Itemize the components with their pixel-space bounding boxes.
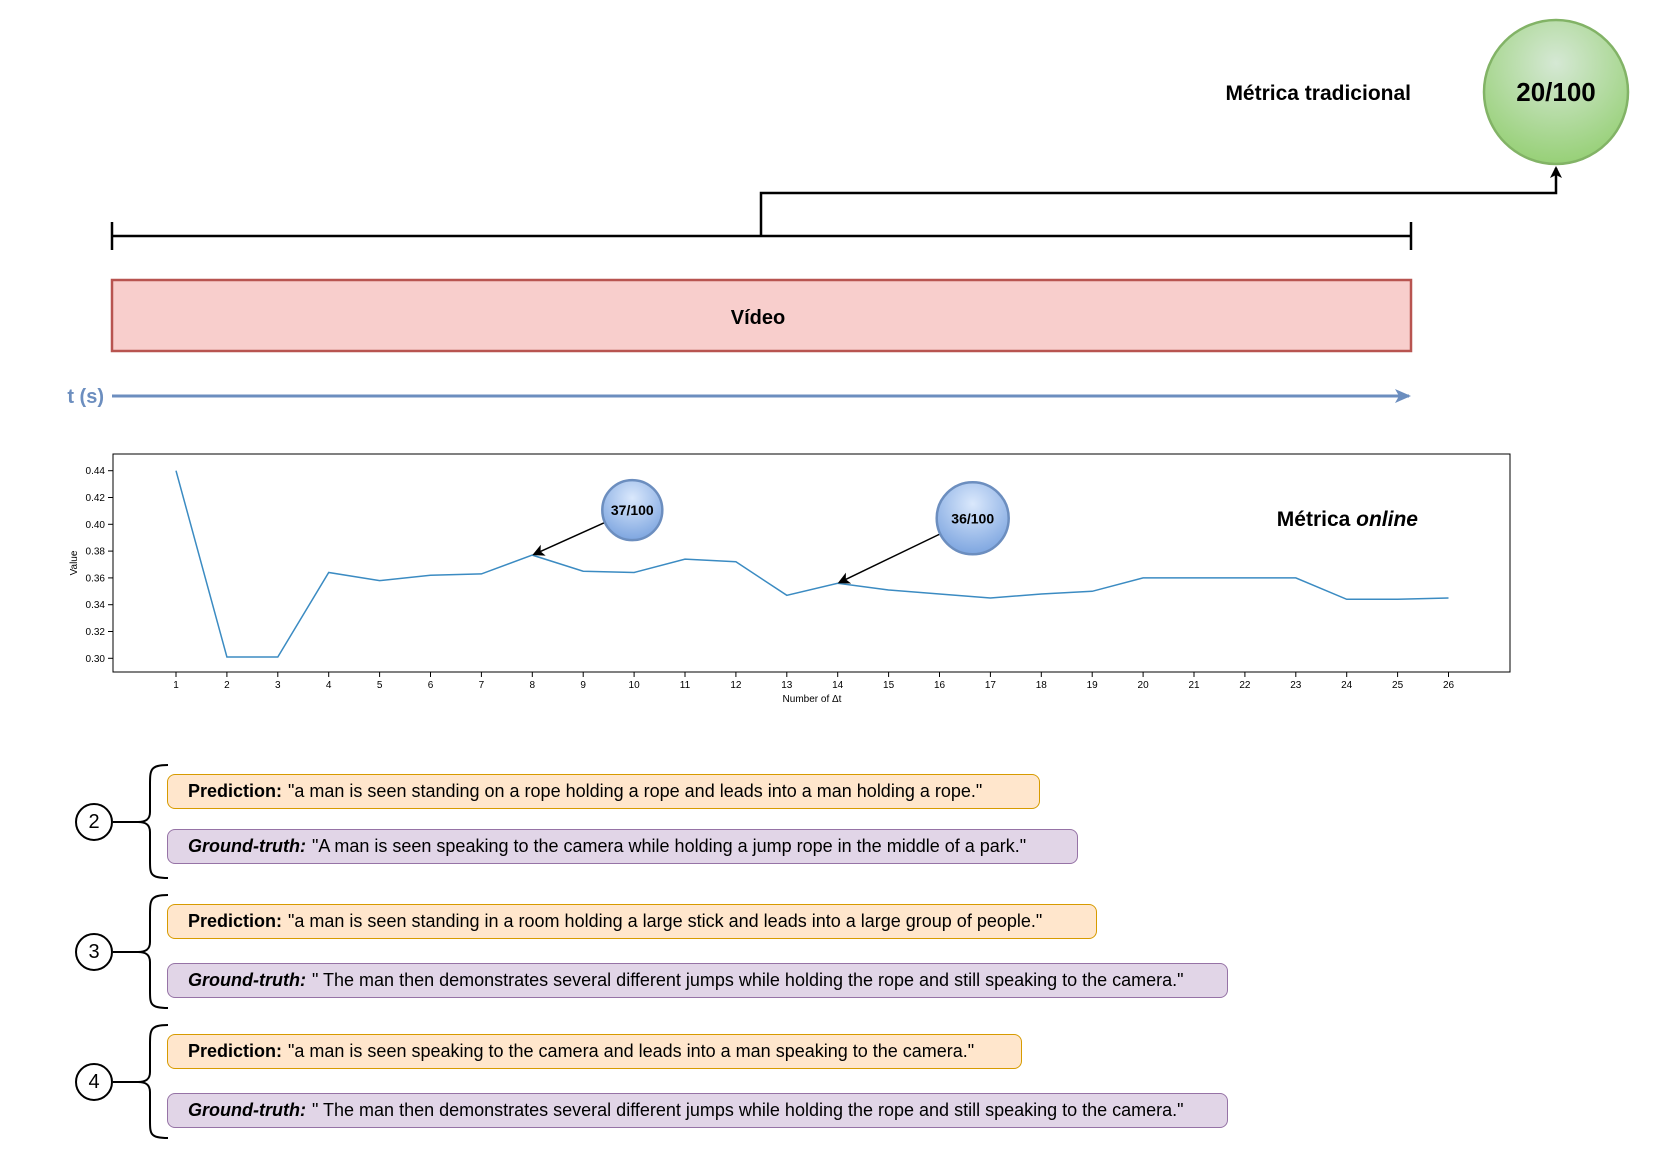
y-tick-label: 0.40 [85, 519, 105, 531]
x-tick-label: 14 [832, 680, 844, 691]
x-tick-label: 9 [580, 680, 586, 691]
x-tick-label: 21 [1188, 680, 1200, 691]
y-tick-label: 0.36 [85, 573, 105, 585]
ground-truth-box [167, 1093, 1228, 1128]
prediction-label: Prediction: [188, 911, 283, 931]
ground-truth-text: "A man is seen speaking to the camera while holding a jump rope in the middle of a park." [311, 836, 1027, 856]
group-number: 2 [88, 810, 100, 833]
y-tick-label: 0.38 [85, 546, 105, 558]
x-tick-label: 19 [1086, 680, 1098, 691]
annotation-label: 36/100 [951, 510, 995, 527]
prediction-label: Prediction: [188, 781, 283, 801]
y-tick-label: 0.42 [85, 493, 105, 504]
y-tick-label: 0.30 [85, 653, 105, 665]
x-tick-label: 24 [1341, 680, 1353, 691]
group-number-circle [75, 803, 113, 841]
online-metric-chart [69, 454, 1510, 705]
y-tick-label: 0.32 [85, 627, 105, 638]
x-tick-label: 11 [679, 680, 691, 691]
ground-truth-text: " The man then demonstrates several different jumps while holding the rope and still speaking to the camera." [311, 1100, 1184, 1120]
prediction-text: "a man is seen standing in a room holding a large stick and leads into a large group of people." [288, 911, 1043, 931]
x-tick-label: 17 [984, 680, 996, 691]
x-tick-label: 10 [628, 680, 640, 691]
prediction-text: "a man is seen standing on a rope holding a rope and leads into a man holding a rope." [288, 781, 983, 801]
annotation-arrow [534, 522, 605, 554]
y-tick-label: 0.44 [85, 466, 105, 478]
group-braces [113, 765, 168, 1138]
x-tick-label: 3 [275, 680, 281, 691]
prediction-box [167, 904, 1097, 939]
traditional-metric-label: Métrica tradicional [1225, 82, 1411, 105]
chart-frame [113, 454, 1510, 672]
x-tick-label: 2 [224, 680, 230, 691]
x-tick-label: 13 [781, 680, 793, 691]
x-tick-label: 8 [529, 680, 536, 691]
time-axis-label: t (s) [67, 386, 104, 408]
x-tick-label: 23 [1290, 680, 1302, 691]
prediction-box [167, 1034, 1022, 1069]
x-tick-label: 1 [173, 680, 179, 691]
x-axis [173, 672, 1454, 691]
ground-truth-label: Ground-truth: [188, 970, 306, 990]
ground-truth-box [167, 963, 1228, 998]
y-axis [86, 466, 113, 665]
x-tick-label: 20 [1137, 680, 1149, 691]
x-axis-label: Number of Δt [782, 694, 842, 705]
prediction-label: Prediction: [188, 1041, 283, 1061]
annotation-label: 37/100 [610, 502, 654, 519]
annotation-arrow [840, 534, 941, 583]
ground-truth-label: Ground-truth: [188, 1100, 306, 1120]
prediction-box [167, 774, 1040, 809]
x-tick-label: 12 [730, 680, 742, 691]
x-tick-label: 22 [1239, 680, 1251, 691]
x-tick-label: 18 [1035, 680, 1047, 691]
chart-annotations [534, 480, 1009, 582]
series-line [176, 471, 1449, 657]
y-axis-label: Value [69, 550, 80, 576]
video-label: Vídeo [730, 307, 786, 329]
x-tick-label: 26 [1442, 680, 1455, 691]
group-number: 3 [88, 940, 100, 963]
x-tick-label: 5 [376, 680, 383, 691]
x-tick-label: 15 [883, 680, 895, 691]
ground-truth-text: " The man then demonstrates several different jumps while holding the rope and still speaking to the camera." [311, 970, 1184, 990]
traditional-score-value: 20/100 [1516, 77, 1596, 107]
prediction-text: "a man is seen speaking to the camera and leads into a man speaking to the camera." [288, 1041, 975, 1061]
y-tick-label: 0.34 [85, 600, 105, 612]
ground-truth-box [167, 829, 1078, 864]
group-number-circle [75, 933, 113, 971]
span-to-score-connector [761, 168, 1556, 236]
x-tick-label: 4 [325, 680, 332, 691]
group-number: 4 [88, 1070, 100, 1093]
group-number-circle [75, 1063, 113, 1101]
x-tick-label: 6 [427, 680, 434, 691]
x-tick-label: 25 [1392, 680, 1404, 691]
ground-truth-label: Ground-truth: [188, 836, 306, 856]
x-tick-label: 16 [933, 680, 946, 691]
online-metric-title: Métrica online [1276, 508, 1418, 531]
x-tick-label: 7 [478, 680, 485, 691]
